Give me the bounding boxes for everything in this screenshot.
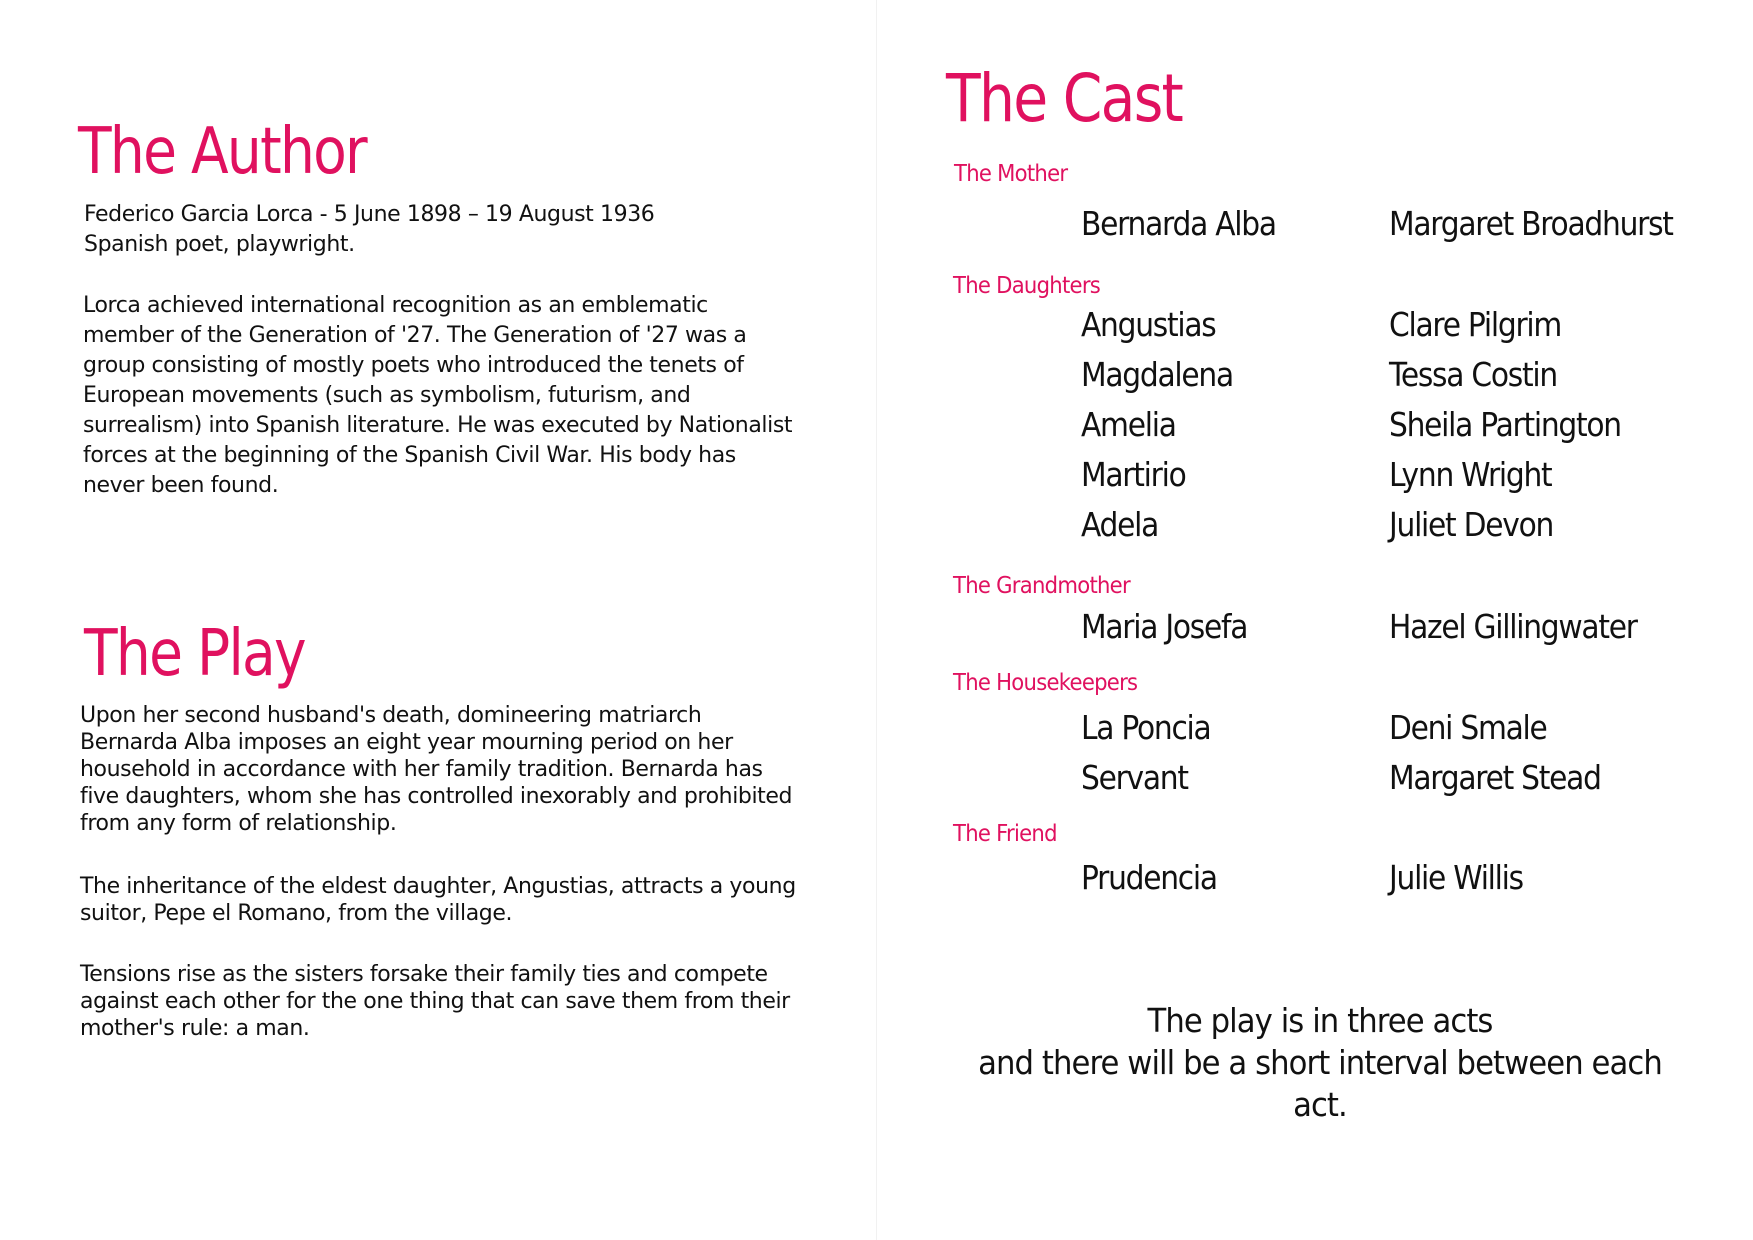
play-paragraph: Tensions rise as the sisters forsake their family ties and compete against each other for the one thing that can save them from their mother's rule: a man. bbox=[80, 962, 790, 1041]
actor-name: Hazel Gillingwater bbox=[1389, 607, 1637, 646]
character-name: Amelia bbox=[1081, 405, 1176, 444]
role-label-housekeepers: The Housekeepers bbox=[953, 670, 1138, 696]
character-name: Servant bbox=[1081, 758, 1188, 797]
role-label-mother: The Mother bbox=[954, 161, 1068, 187]
actor-name: Sheila Partington bbox=[1389, 405, 1621, 444]
character-name: Prudencia bbox=[1081, 858, 1217, 897]
cast-row bbox=[0, 758, 1753, 805]
author-dates: Federico Garcia Lorca - 5 June 1898 – 19 August 1936 Spanish poet, playwright. bbox=[84, 202, 655, 257]
cast-row bbox=[0, 405, 1753, 452]
character-name: Bernarda Alba bbox=[1081, 204, 1276, 243]
actor-name: Clare Pilgrim bbox=[1389, 305, 1562, 344]
cast-row bbox=[0, 607, 1753, 654]
actor-name: Lynn Wright bbox=[1389, 455, 1552, 494]
cast-row bbox=[0, 355, 1753, 402]
play-paragraph: Upon her second husband's death, domineering matriarch Bernarda Alba imposes an eight year mourning period on her household in accordance with her family tradition. Bernarda has five daughters, whom she has controlled inexorably and prohibited from any form of relationship. bbox=[80, 703, 793, 836]
actor-name: Juliet Devon bbox=[1389, 505, 1554, 544]
character-name: Maria Josefa bbox=[1081, 607, 1248, 646]
cast-row bbox=[0, 204, 1753, 251]
cast-heading: The Cast bbox=[946, 60, 1183, 137]
play-paragraph: The inheritance of the eldest daughter, Angustias, attracts a young suitor, Pepe el Romano, from the village. bbox=[80, 874, 796, 926]
role-label-grandmother: The Grandmother bbox=[953, 573, 1130, 599]
actor-name: Tessa Costin bbox=[1389, 355, 1557, 394]
character-name: Magdalena bbox=[1081, 355, 1233, 394]
role-label-friend: The Friend bbox=[953, 821, 1057, 847]
play-heading: The Play bbox=[84, 617, 305, 691]
actor-name: Margaret Stead bbox=[1389, 758, 1601, 797]
character-name: La Poncia bbox=[1081, 708, 1211, 747]
cast-row bbox=[0, 305, 1753, 352]
character-name: Martirio bbox=[1081, 455, 1186, 494]
cast-row bbox=[0, 708, 1753, 755]
interval-note-line: The play is in three acts bbox=[1147, 1001, 1493, 1040]
actor-name: Deni Smale bbox=[1389, 708, 1547, 747]
author-bio: Lorca achieved international recognition as an emblematic member of the Generation of '27. The Generation of '27 was a group consisting of mostly poets who introduced the tenets of European movements (such as symbolism, futurism, and surrealism) into Spanish literature. He was executed by Nationalist forces at the beginning of the Spanish Civil War. His body has never been found. bbox=[83, 293, 793, 498]
role-label-daughters: The Daughters bbox=[953, 273, 1101, 299]
cast-row bbox=[0, 455, 1753, 502]
actor-name: Margaret Broadhurst bbox=[1389, 204, 1673, 243]
interval-note bbox=[930, 1000, 1710, 1126]
character-name: Angustias bbox=[1081, 305, 1216, 344]
cast-row bbox=[0, 858, 1753, 905]
interval-note-line: and there will be a short interval between each act. bbox=[978, 1043, 1662, 1124]
cast-row bbox=[0, 505, 1753, 552]
actor-name: Julie Willis bbox=[1389, 858, 1523, 897]
character-name: Adela bbox=[1081, 505, 1159, 544]
author-heading: The Author bbox=[78, 115, 366, 189]
